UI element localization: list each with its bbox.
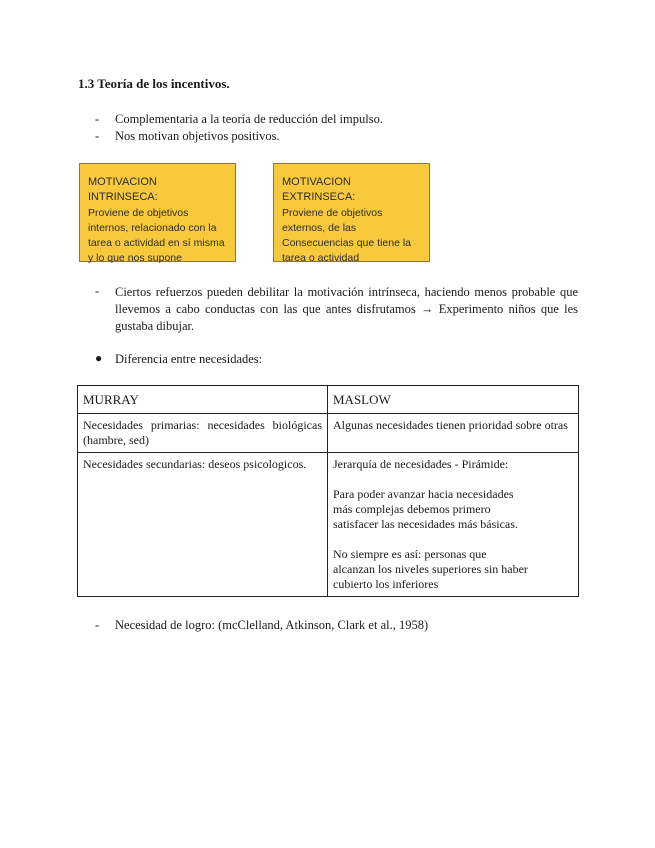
box-title: MOTIVACION INTRINSECA: bbox=[88, 176, 158, 203]
maslow-title: Jerarquía de necesidades - Pirámide: bbox=[333, 457, 509, 471]
list-item-text: Complementaria a la teoría de reducción del impulso. bbox=[115, 112, 383, 126]
bullet-marker: ● bbox=[95, 351, 103, 365]
list-item-text: Ciertos refuerzos pueden debilitar la motivación intrínseca, haciendo menos probable que llevemos a cabo conductas con las que antes disfrutamos → Experimento niños que les gustaba dibujar. bbox=[115, 285, 578, 333]
dash-marker: - bbox=[95, 618, 100, 632]
text-line: satisfacer las necesidades más básicas. bbox=[333, 517, 518, 531]
extrinsic-motivation-box bbox=[273, 163, 430, 262]
table-cell: Necesidades secundarias: deseos psicologicos. bbox=[78, 453, 328, 597]
table-row bbox=[78, 453, 579, 597]
dash-marker: - bbox=[95, 112, 100, 126]
column-header-murray: MURRAY bbox=[78, 386, 328, 414]
table-cell: Necesidades primarias: necesidades biológicas (hambre, sed) bbox=[78, 414, 328, 453]
table-header-row bbox=[78, 386, 579, 414]
box-body: Proviene de objetivos internos, relacionado con la tarea o actividad en sí misma y lo que nos supone bbox=[88, 207, 225, 264]
list-item-text: Nos motivan objetivos positivos. bbox=[115, 129, 280, 143]
dash-marker: - bbox=[95, 284, 100, 298]
list-item-text: Diferencia entre necesidades: bbox=[115, 352, 263, 366]
text-line: Para poder avanzar hacia necesidades bbox=[333, 487, 514, 501]
text-line: alcanzan los niveles superiores sin haber bbox=[333, 562, 528, 576]
intrinsic-motivation-box bbox=[79, 163, 236, 262]
list-item bbox=[95, 284, 585, 336]
needs-comparison-table bbox=[77, 385, 579, 597]
section-heading: 1.3 Teoría de los incentivos. bbox=[78, 76, 230, 91]
table-row bbox=[78, 414, 579, 453]
dash-marker: - bbox=[95, 129, 100, 143]
box-title: MOTIVACION EXTRINSECA: bbox=[282, 176, 356, 203]
column-header-maslow: MASLOW bbox=[328, 386, 579, 414]
text-line: más complejas debemos primero bbox=[333, 502, 491, 516]
list-item-text: Necesidad de logro: (mcClelland, Atkinson, Clark et al., 1958) bbox=[115, 618, 429, 632]
text-line: No siempre es así: personas que bbox=[333, 547, 487, 561]
box-body: Proviene de objetivos externos, de las Consecuencias que tiene la tarea o actividad bbox=[282, 207, 412, 264]
table-cell: Algunas necesidades tienen prioridad sobre otras bbox=[328, 414, 579, 453]
text-line: cubierto los inferiores bbox=[333, 577, 439, 591]
table-cell bbox=[328, 453, 579, 597]
